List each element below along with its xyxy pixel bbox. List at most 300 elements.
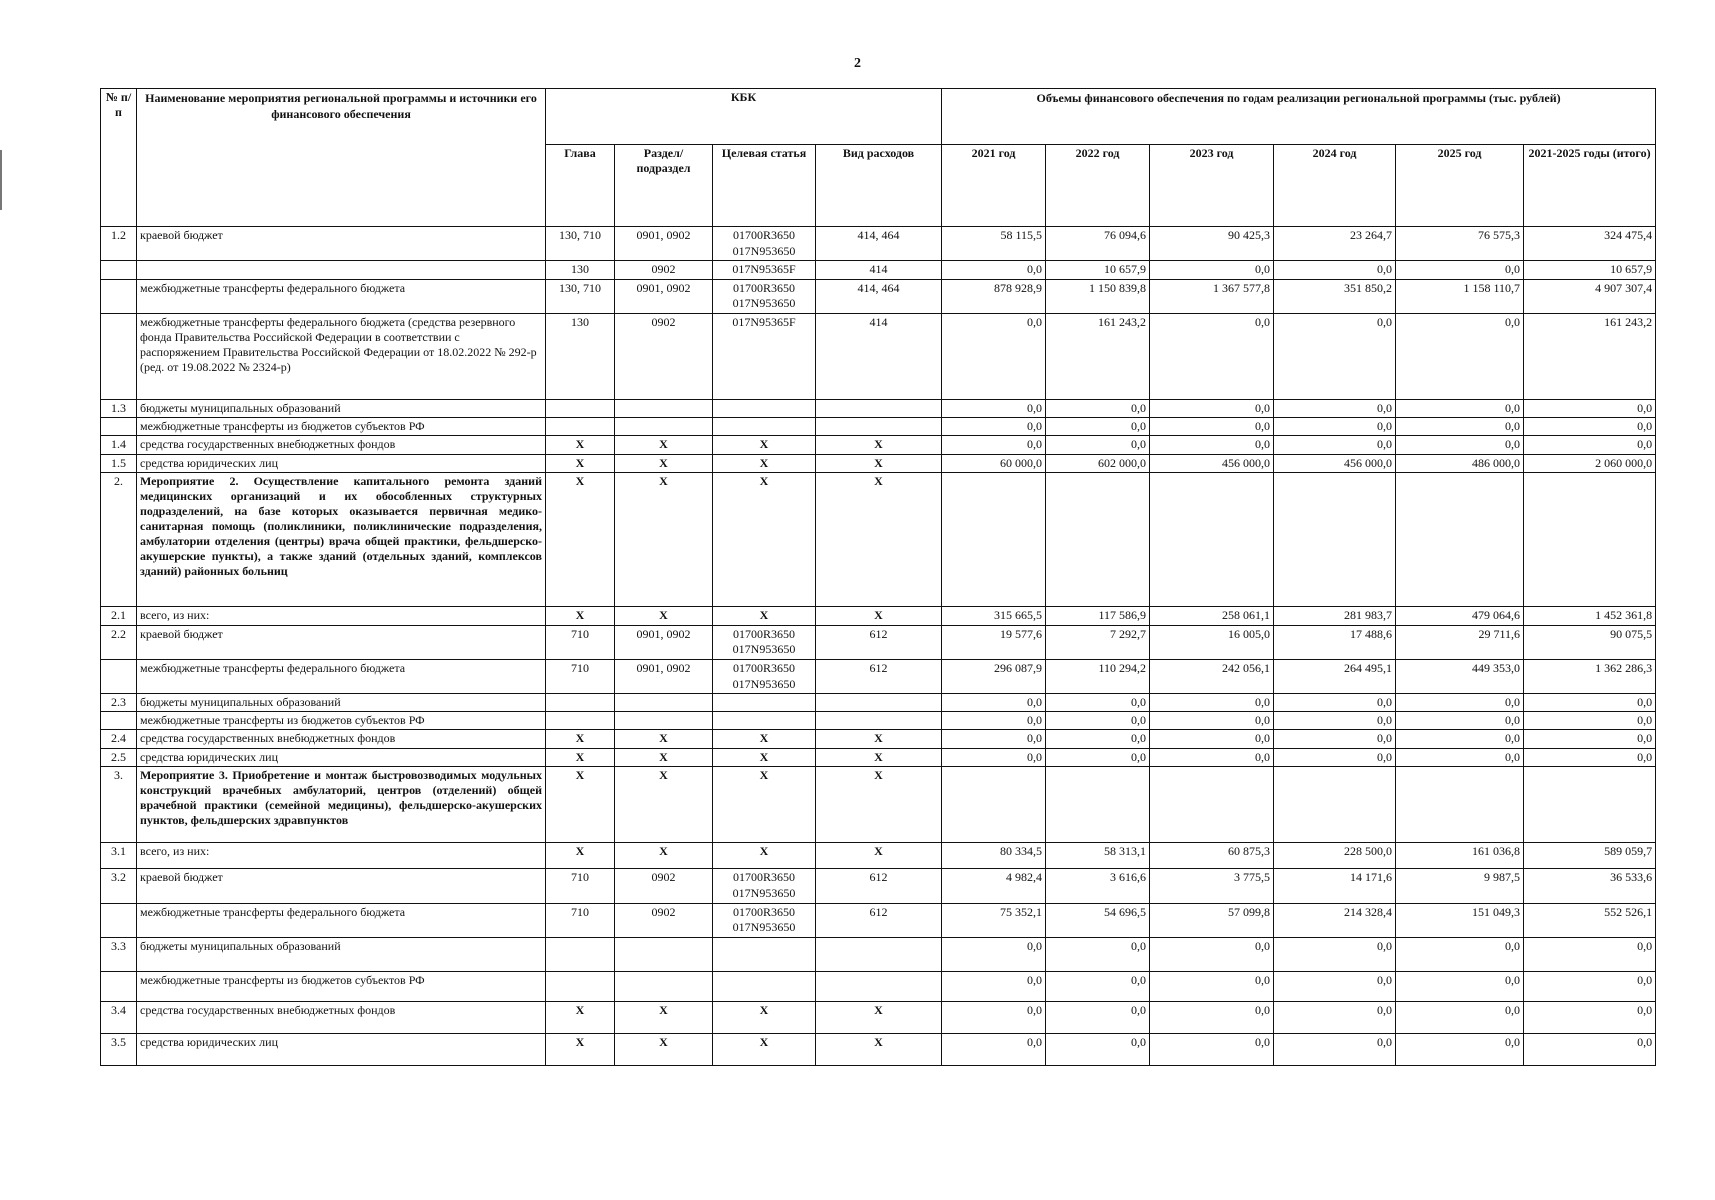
row-name: средства государственных внебюджетных фондов <box>137 730 546 749</box>
cell-y2024 <box>1274 473 1396 607</box>
cell-glava: X <box>546 767 615 843</box>
cell-razdel <box>615 399 713 417</box>
cell-y2022: 3 616,6 <box>1046 869 1150 903</box>
cell-y2021: 0,0 <box>942 730 1046 749</box>
cell-y2022: 117 586,9 <box>1046 607 1150 626</box>
cell-razdel: X <box>615 748 713 767</box>
cell-vid <box>816 399 942 417</box>
cell-razdel: 0902 <box>615 261 713 280</box>
cell-glava <box>546 399 615 417</box>
row-number <box>101 279 137 313</box>
row-number <box>101 313 137 399</box>
cell-razdel <box>615 937 713 971</box>
row-number: 2.4 <box>101 730 137 749</box>
table-row <box>101 694 1656 712</box>
cell-y2025: 0,0 <box>1396 712 1524 730</box>
cell-glava: 710 <box>546 625 615 659</box>
cell-razdel: 0901, 0902 <box>615 625 713 659</box>
cell-tselevaya: 01700R3650 017N953650 <box>713 903 816 937</box>
cell-y2024 <box>1274 767 1396 843</box>
cell-glava <box>546 694 615 712</box>
budget-table <box>100 88 1656 1066</box>
cell-y2021: 0,0 <box>942 971 1046 1001</box>
cell-y2024: 0,0 <box>1274 748 1396 767</box>
cell-total: 0,0 <box>1524 971 1656 1001</box>
cell-y2023: 0,0 <box>1150 694 1274 712</box>
row-number: 3.5 <box>101 1033 137 1065</box>
cell-y2024: 0,0 <box>1274 313 1396 399</box>
cell-y2021: 0,0 <box>942 417 1046 435</box>
cell-y2021: 60 000,0 <box>942 454 1046 473</box>
cell-razdel <box>615 971 713 1001</box>
table-row <box>101 712 1656 730</box>
cell-y2025: 0,0 <box>1396 261 1524 280</box>
cell-total: 90 075,5 <box>1524 625 1656 659</box>
cell-y2025: 0,0 <box>1396 417 1524 435</box>
cell-glava: 130, 710 <box>546 279 615 313</box>
header-razdel: Раздел/ подраздел <box>615 145 713 227</box>
cell-y2022 <box>1046 767 1150 843</box>
cell-y2021: 19 577,6 <box>942 625 1046 659</box>
cell-tselevaya: X <box>713 767 816 843</box>
cell-y2022: 58 313,1 <box>1046 843 1150 869</box>
cell-y2021: 878 928,9 <box>942 279 1046 313</box>
row-number: 1.4 <box>101 435 137 454</box>
cell-y2022: 602 000,0 <box>1046 454 1150 473</box>
table-row <box>101 748 1656 767</box>
cell-tselevaya: X <box>713 1033 816 1065</box>
table-row <box>101 313 1656 399</box>
cell-y2021: 0,0 <box>942 399 1046 417</box>
cell-y2023: 0,0 <box>1150 399 1274 417</box>
header-2025: 2025 год <box>1396 145 1524 227</box>
cell-y2023: 456 000,0 <box>1150 454 1274 473</box>
cell-y2021 <box>942 767 1046 843</box>
cell-total: 0,0 <box>1524 712 1656 730</box>
row-number: 2.3 <box>101 694 137 712</box>
header-total: 2021-2025 годы (итого) <box>1524 145 1656 227</box>
cell-y2024: 14 171,6 <box>1274 869 1396 903</box>
cell-razdel: X <box>615 730 713 749</box>
row-number: 1.5 <box>101 454 137 473</box>
cell-y2022: 10 657,9 <box>1046 261 1150 280</box>
cell-y2024: 0,0 <box>1274 435 1396 454</box>
cell-glava: X <box>546 730 615 749</box>
cell-y2023: 0,0 <box>1150 937 1274 971</box>
cell-y2021: 80 334,5 <box>942 843 1046 869</box>
cell-total: 10 657,9 <box>1524 261 1656 280</box>
row-name: краевой бюджет <box>137 227 546 261</box>
row-name: средства государственных внебюджетных фондов <box>137 435 546 454</box>
cell-razdel <box>615 417 713 435</box>
row-number: 3. <box>101 767 137 843</box>
cell-y2021: 296 087,9 <box>942 659 1046 693</box>
cell-y2024: 0,0 <box>1274 937 1396 971</box>
cell-y2021: 0,0 <box>942 694 1046 712</box>
cell-tselevaya: 01700R3650 017N953650 <box>713 227 816 261</box>
row-number: 2.2 <box>101 625 137 659</box>
cell-tselevaya: 01700R3650 017N953650 <box>713 625 816 659</box>
cell-glava: 130 <box>546 313 615 399</box>
cell-vid: X <box>816 454 942 473</box>
cell-y2022: 0,0 <box>1046 971 1150 1001</box>
cell-vid <box>816 971 942 1001</box>
cell-y2025: 0,0 <box>1396 971 1524 1001</box>
table-row <box>101 454 1656 473</box>
cell-total: 0,0 <box>1524 937 1656 971</box>
cell-y2023: 0,0 <box>1150 748 1274 767</box>
cell-razdel: X <box>615 435 713 454</box>
cell-glava: X <box>546 748 615 767</box>
cell-y2023 <box>1150 767 1274 843</box>
cell-y2025: 0,0 <box>1396 748 1524 767</box>
cell-y2023: 0,0 <box>1150 1033 1274 1065</box>
cell-y2023: 242 056,1 <box>1150 659 1274 693</box>
cell-glava: 710 <box>546 659 615 693</box>
cell-y2025 <box>1396 767 1524 843</box>
cell-y2023: 0,0 <box>1150 435 1274 454</box>
row-name: краевой бюджет <box>137 869 546 903</box>
cell-y2024: 456 000,0 <box>1274 454 1396 473</box>
cell-y2024: 281 983,7 <box>1274 607 1396 626</box>
cell-total: 0,0 <box>1524 417 1656 435</box>
cell-y2024: 0,0 <box>1274 1001 1396 1033</box>
cell-y2021: 75 352,1 <box>942 903 1046 937</box>
cell-y2025: 0,0 <box>1396 1001 1524 1033</box>
row-name: бюджеты муниципальных образований <box>137 937 546 971</box>
cell-y2021: 0,0 <box>942 1001 1046 1033</box>
table-row <box>101 1001 1656 1033</box>
cell-glava: 710 <box>546 869 615 903</box>
cell-glava: X <box>546 473 615 607</box>
cell-tselevaya: X <box>713 473 816 607</box>
row-name: межбюджетные трансферты из бюджетов субъектов РФ <box>137 971 546 1001</box>
cell-y2024: 351 850,2 <box>1274 279 1396 313</box>
cell-total: 0,0 <box>1524 1033 1656 1065</box>
cell-y2023: 0,0 <box>1150 712 1274 730</box>
row-name: межбюджетные трансферты федерального бюджета (средства резервного фонда Правительства Российской Федерации в соответствии с распоряжением Правительства Российской Федерации от 18.02.2022 № 292-р (ред. от 19.08.2022 № 2324-р) <box>137 313 546 399</box>
cell-y2025: 479 064,6 <box>1396 607 1524 626</box>
cell-y2025: 0,0 <box>1396 313 1524 399</box>
table-row <box>101 473 1656 607</box>
table-row <box>101 1033 1656 1065</box>
cell-total: 0,0 <box>1524 1001 1656 1033</box>
cell-y2025: 0,0 <box>1396 1033 1524 1065</box>
page-number: 2 <box>854 56 861 71</box>
header-2023: 2023 год <box>1150 145 1274 227</box>
cell-y2025 <box>1396 473 1524 607</box>
cell-total: 0,0 <box>1524 748 1656 767</box>
cell-vid: X <box>816 748 942 767</box>
row-number: 2. <box>101 473 137 607</box>
row-name: бюджеты муниципальных образований <box>137 399 546 417</box>
cell-razdel <box>615 712 713 730</box>
cell-y2024: 0,0 <box>1274 971 1396 1001</box>
cell-y2021: 0,0 <box>942 313 1046 399</box>
row-name: средства государственных внебюджетных фондов <box>137 1001 546 1033</box>
cell-y2021: 0,0 <box>942 748 1046 767</box>
cell-y2025: 9 987,5 <box>1396 869 1524 903</box>
cell-vid: 612 <box>816 659 942 693</box>
cell-glava: X <box>546 454 615 473</box>
cell-y2025: 0,0 <box>1396 399 1524 417</box>
cell-y2024: 214 328,4 <box>1274 903 1396 937</box>
cell-tselevaya <box>713 712 816 730</box>
cell-glava: 130 <box>546 261 615 280</box>
cell-razdel: 0902 <box>615 869 713 903</box>
cell-y2025: 486 000,0 <box>1396 454 1524 473</box>
header-name: Наименование мероприятия региональной программы и источники его финансового обеспечения <box>137 89 546 227</box>
table-row <box>101 843 1656 869</box>
cell-y2021: 0,0 <box>942 261 1046 280</box>
cell-total: 1 452 361,8 <box>1524 607 1656 626</box>
cell-razdel: X <box>615 607 713 626</box>
row-number <box>101 659 137 693</box>
row-name <box>137 261 546 280</box>
row-name: межбюджетные трансферты федерального бюджета <box>137 903 546 937</box>
cell-tselevaya: X <box>713 748 816 767</box>
table-row <box>101 399 1656 417</box>
cell-total: 589 059,7 <box>1524 843 1656 869</box>
cell-y2025: 0,0 <box>1396 730 1524 749</box>
row-number <box>101 417 137 435</box>
cell-glava: X <box>546 435 615 454</box>
cell-vid: X <box>816 843 942 869</box>
cell-vid: X <box>816 435 942 454</box>
cell-vid <box>816 694 942 712</box>
table-row <box>101 730 1656 749</box>
cell-razdel: X <box>615 1033 713 1065</box>
row-number: 2.5 <box>101 748 137 767</box>
row-name: средства юридических лиц <box>137 748 546 767</box>
row-number <box>101 971 137 1001</box>
cell-vid: 414 <box>816 261 942 280</box>
cell-y2024: 23 264,7 <box>1274 227 1396 261</box>
cell-y2024: 0,0 <box>1274 261 1396 280</box>
cell-y2021: 0,0 <box>942 937 1046 971</box>
cell-y2024: 0,0 <box>1274 712 1396 730</box>
row-name: Мероприятие 3. Приобретение и монтаж быстровозводимых модульных конструкций врачебных амбулаторий, центров (отделений) общей врачебной практики (семейной медицины), фельдшерско-акушерских пунктов, фельдшерских здравпунктов <box>137 767 546 843</box>
cell-y2022: 76 094,6 <box>1046 227 1150 261</box>
cell-glava: X <box>546 1033 615 1065</box>
cell-y2022: 0,0 <box>1046 937 1150 971</box>
cell-y2025: 0,0 <box>1396 694 1524 712</box>
cell-vid: 612 <box>816 869 942 903</box>
cell-vid: 612 <box>816 625 942 659</box>
cell-y2025: 151 049,3 <box>1396 903 1524 937</box>
cell-total: 36 533,6 <box>1524 869 1656 903</box>
cell-tselevaya: X <box>713 1001 816 1033</box>
row-name: всего, из них: <box>137 843 546 869</box>
row-number: 2.1 <box>101 607 137 626</box>
header-tselevaya: Целевая статья <box>713 145 816 227</box>
cell-total: 0,0 <box>1524 730 1656 749</box>
cell-y2024: 0,0 <box>1274 694 1396 712</box>
cell-razdel <box>615 694 713 712</box>
cell-tselevaya: 01700R3650 017N953650 <box>713 659 816 693</box>
row-number: 3.2 <box>101 869 137 903</box>
cell-y2023 <box>1150 473 1274 607</box>
cell-y2025: 1 158 110,7 <box>1396 279 1524 313</box>
cell-vid: X <box>816 607 942 626</box>
cell-y2023: 57 099,8 <box>1150 903 1274 937</box>
cell-y2021: 58 115,5 <box>942 227 1046 261</box>
row-name: средства юридических лиц <box>137 1033 546 1065</box>
header-num: № п/п <box>101 89 137 227</box>
row-name: средства юридических лиц <box>137 454 546 473</box>
cell-y2025: 29 711,6 <box>1396 625 1524 659</box>
cell-tselevaya: 01700R3650 017N953650 <box>713 279 816 313</box>
cell-total: 0,0 <box>1524 694 1656 712</box>
cell-y2024: 0,0 <box>1274 1033 1396 1065</box>
cell-y2022: 0,0 <box>1046 1033 1150 1065</box>
row-name: Мероприятие 2. Осуществление капитального ремонта зданий медицинских организаций и их обособленных структурных подразделений, на базе которых оказывается первичная медико-санитарная помощь (поликлиники, поликлинические подразделения, амбулатории отделения (центры) врача общей практики, фельдшерско-акушерские пункты), а также зданий (отдельных зданий, комплексов зданий) районных больниц <box>137 473 546 607</box>
cell-vid: 414, 464 <box>816 227 942 261</box>
header-kbk: КБК <box>546 89 942 145</box>
cell-y2023: 16 005,0 <box>1150 625 1274 659</box>
cell-y2023: 60 875,3 <box>1150 843 1274 869</box>
cell-razdel: 0901, 0902 <box>615 227 713 261</box>
row-name: бюджеты муниципальных образований <box>137 694 546 712</box>
cell-vid: 414, 464 <box>816 279 942 313</box>
table-row <box>101 937 1656 971</box>
cell-razdel: 0902 <box>615 903 713 937</box>
row-number: 1.2 <box>101 227 137 261</box>
cell-y2024: 0,0 <box>1274 399 1396 417</box>
scan-edge-mark <box>0 150 2 210</box>
cell-tselevaya <box>713 399 816 417</box>
table-body <box>101 227 1656 1066</box>
cell-y2022: 0,0 <box>1046 417 1150 435</box>
table-row <box>101 971 1656 1001</box>
cell-glava <box>546 712 615 730</box>
cell-y2022: 0,0 <box>1046 399 1150 417</box>
cell-y2023: 0,0 <box>1150 1001 1274 1033</box>
cell-tselevaya: X <box>713 435 816 454</box>
table-row <box>101 869 1656 903</box>
cell-y2022: 7 292,7 <box>1046 625 1150 659</box>
row-number: 3.4 <box>101 1001 137 1033</box>
row-number <box>101 261 137 280</box>
cell-y2021 <box>942 473 1046 607</box>
cell-y2023: 1 367 577,8 <box>1150 279 1274 313</box>
header-volumes: Объемы финансового обеспечения по годам реализации региональной программы (тыс. рублей) <box>942 89 1656 145</box>
cell-glava: X <box>546 607 615 626</box>
cell-y2022: 0,0 <box>1046 435 1150 454</box>
cell-y2021: 315 665,5 <box>942 607 1046 626</box>
cell-y2023: 90 425,3 <box>1150 227 1274 261</box>
cell-vid: X <box>816 473 942 607</box>
cell-glava: X <box>546 843 615 869</box>
cell-vid: X <box>816 767 942 843</box>
cell-razdel: 0902 <box>615 313 713 399</box>
cell-tselevaya <box>713 694 816 712</box>
cell-total: 1 362 286,3 <box>1524 659 1656 693</box>
row-number: 1.3 <box>101 399 137 417</box>
row-number: 3.3 <box>101 937 137 971</box>
table-row <box>101 261 1656 280</box>
cell-y2023: 258 061,1 <box>1150 607 1274 626</box>
cell-total: 324 475,4 <box>1524 227 1656 261</box>
table-row <box>101 767 1656 843</box>
header-2024: 2024 год <box>1274 145 1396 227</box>
cell-y2025: 76 575,3 <box>1396 227 1524 261</box>
cell-y2025: 161 036,8 <box>1396 843 1524 869</box>
cell-tselevaya <box>713 971 816 1001</box>
cell-y2022: 161 243,2 <box>1046 313 1150 399</box>
cell-y2025: 0,0 <box>1396 937 1524 971</box>
cell-vid <box>816 937 942 971</box>
cell-total: 552 526,1 <box>1524 903 1656 937</box>
cell-razdel: X <box>615 473 713 607</box>
table-header <box>101 89 1656 227</box>
cell-tselevaya: X <box>713 843 816 869</box>
cell-razdel: X <box>615 767 713 843</box>
cell-y2023: 0,0 <box>1150 417 1274 435</box>
cell-y2024: 0,0 <box>1274 730 1396 749</box>
cell-vid: 612 <box>816 903 942 937</box>
cell-y2022 <box>1046 473 1150 607</box>
cell-razdel: X <box>615 1001 713 1033</box>
cell-tselevaya <box>713 417 816 435</box>
cell-y2022: 0,0 <box>1046 1001 1150 1033</box>
table-row <box>101 625 1656 659</box>
cell-tselevaya: 017N95365F <box>713 313 816 399</box>
header-glava: Глава <box>546 145 615 227</box>
cell-y2022: 0,0 <box>1046 694 1150 712</box>
header-2021: 2021 год <box>942 145 1046 227</box>
cell-glava <box>546 417 615 435</box>
cell-razdel: X <box>615 843 713 869</box>
row-name: межбюджетные трансферты федерального бюджета <box>137 279 546 313</box>
cell-vid: X <box>816 1001 942 1033</box>
cell-glava: 710 <box>546 903 615 937</box>
cell-total <box>1524 473 1656 607</box>
cell-total: 0,0 <box>1524 399 1656 417</box>
cell-vid: X <box>816 1033 942 1065</box>
cell-vid <box>816 417 942 435</box>
row-name: межбюджетные трансферты из бюджетов субъектов РФ <box>137 712 546 730</box>
cell-y2023: 3 775,5 <box>1150 869 1274 903</box>
cell-y2022: 1 150 839,8 <box>1046 279 1150 313</box>
cell-y2021: 0,0 <box>942 1033 1046 1065</box>
table-row <box>101 607 1656 626</box>
cell-y2022: 110 294,2 <box>1046 659 1150 693</box>
row-name: межбюджетные трансферты федерального бюджета <box>137 659 546 693</box>
cell-y2023: 0,0 <box>1150 313 1274 399</box>
cell-y2022: 0,0 <box>1046 712 1150 730</box>
row-number <box>101 712 137 730</box>
cell-vid: X <box>816 730 942 749</box>
cell-tselevaya: X <box>713 730 816 749</box>
cell-y2021: 0,0 <box>942 435 1046 454</box>
header-vid: Вид расходов <box>816 145 942 227</box>
table-row <box>101 659 1656 693</box>
cell-y2023: 0,0 <box>1150 261 1274 280</box>
cell-vid <box>816 712 942 730</box>
cell-y2022: 54 696,5 <box>1046 903 1150 937</box>
cell-y2021: 4 982,4 <box>942 869 1046 903</box>
row-number: 3.1 <box>101 843 137 869</box>
cell-razdel: 0901, 0902 <box>615 279 713 313</box>
table-row <box>101 417 1656 435</box>
cell-y2024: 228 500,0 <box>1274 843 1396 869</box>
cell-total: 161 243,2 <box>1524 313 1656 399</box>
cell-tselevaya: 01700R3650 017N953650 <box>713 869 816 903</box>
cell-glava: 130, 710 <box>546 227 615 261</box>
table-row <box>101 227 1656 261</box>
cell-glava <box>546 971 615 1001</box>
